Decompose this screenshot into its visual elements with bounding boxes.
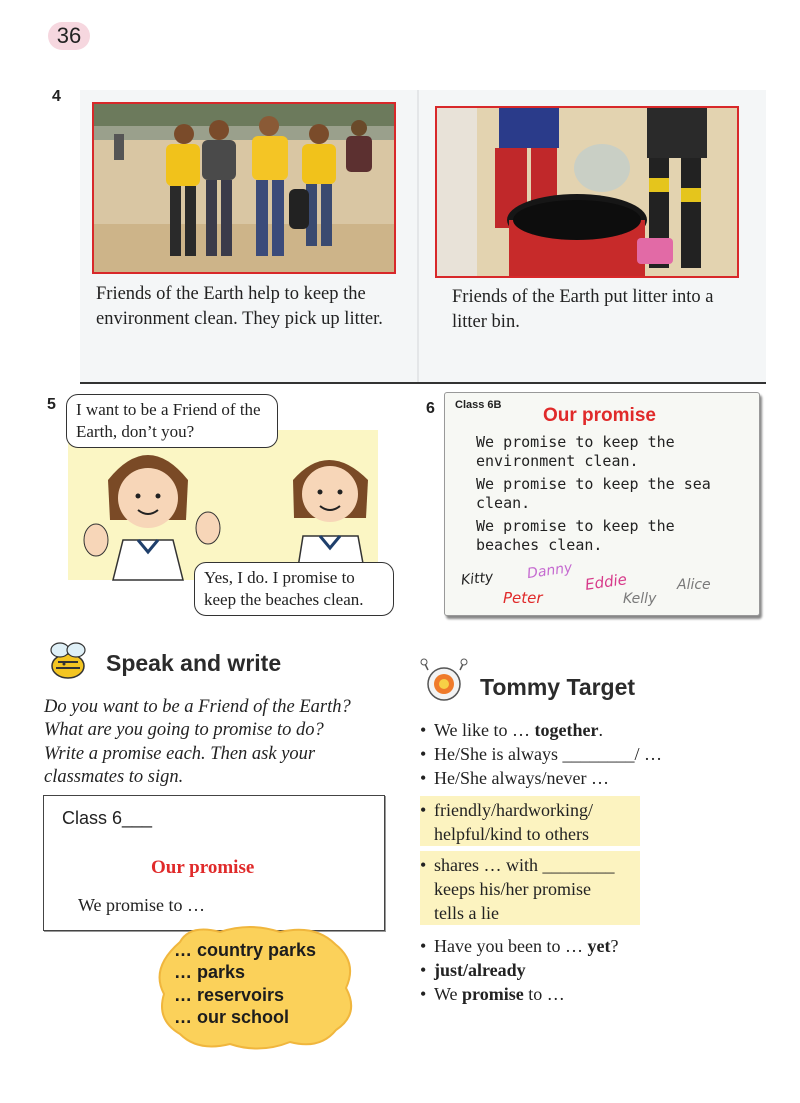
card-title: Our promise xyxy=(543,405,656,426)
target-hl2-line-1-text: shares … with ________ xyxy=(434,855,615,875)
section-4-number: 4 xyxy=(52,88,61,105)
promise-2: We promise to keep the sea clean. xyxy=(476,475,711,512)
target-hl2-line-2: keeps his/her promise xyxy=(434,879,591,899)
bee-icon xyxy=(44,636,92,682)
left-caption: Friends of the Earth help to keep the environment clean. They pick up litter. xyxy=(96,284,383,329)
page-number: 36 xyxy=(48,22,90,50)
signature-peter: Peter xyxy=(503,589,543,607)
target-hl1-line-1-text: friendly/hardworking/ xyxy=(434,800,593,820)
right-caption: Friends of the Earth put litter into a litter bin. xyxy=(452,287,714,332)
promise-1: We promise to keep the environment clean. xyxy=(476,433,675,470)
class-label: Class 6B xyxy=(455,399,502,411)
target-line-3 xyxy=(420,766,609,790)
section-6-number: 6 xyxy=(426,400,435,417)
litter-bin-photo xyxy=(435,106,739,278)
target-line-4-bold: yet xyxy=(587,936,611,956)
target-line-2 xyxy=(420,742,662,766)
instruction-line-4: classmates to sign. xyxy=(44,767,184,787)
target-line-6-bold: promise xyxy=(462,984,524,1004)
tommy-target-icon xyxy=(418,658,470,704)
target-line-6-text: We xyxy=(434,984,463,1004)
target-line-1-end: . xyxy=(598,720,603,740)
signature-danny: Danny xyxy=(526,559,574,583)
instruction-line-2: What are you going to promise to do? xyxy=(44,720,324,740)
signature-alice: Alice xyxy=(677,577,711,593)
target-line-5-text: just/already xyxy=(434,960,526,980)
instruction-line-3: Write a promise each. Then ask your xyxy=(44,744,316,764)
section-4-panel xyxy=(80,90,766,384)
target-line-4 xyxy=(420,934,618,958)
panel-divider xyxy=(417,90,419,382)
target-hl1-line-1 xyxy=(420,798,593,822)
target-hl2-line-1 xyxy=(420,853,614,877)
target-line-1-bold: together xyxy=(534,720,599,740)
target-line-1 xyxy=(420,718,603,742)
box-title: Our promise xyxy=(151,857,255,878)
target-line-6-end: to … xyxy=(523,984,565,1004)
cloud-item-parks: … parks xyxy=(174,962,246,982)
signature-kelly: Kelly xyxy=(623,591,657,607)
promise-3: We promise to keep the beaches clean. xyxy=(476,517,675,554)
signature-eddie: Eddie xyxy=(583,570,628,594)
tommy-target-heading: Tommy Target xyxy=(480,674,636,700)
speech-bubble-1: I want to be a Friend of the Earth, don’t you? xyxy=(66,394,278,448)
target-line-1-text: We like to … xyxy=(434,720,535,740)
speak-write-heading: Speak and write xyxy=(106,650,282,676)
speech-bubble-2: Yes, I do. I promise to keep the beaches clean. xyxy=(194,562,394,616)
target-line-4-end: ? xyxy=(610,936,619,956)
target-line-2-text: He/She is always ________/ … xyxy=(434,744,662,764)
litter-pickup-photo xyxy=(92,102,396,274)
cloud-item-country-parks: … country parks xyxy=(174,940,317,960)
section-5-number: 5 xyxy=(47,396,56,413)
box-promise-line: We promise to … xyxy=(78,895,206,915)
box-class-label: Class 6___ xyxy=(62,808,153,828)
signature-kitty: Kitty xyxy=(460,569,495,589)
target-hl2-line-3: tells a lie xyxy=(434,903,499,923)
cloud-item-reservoirs: … reservoirs xyxy=(174,985,285,1005)
instruction-line-1: Do you want to be a Friend of the Earth? xyxy=(44,697,351,717)
target-line-5 xyxy=(420,958,526,982)
cloud-item-our-school: … our school xyxy=(174,1007,290,1027)
target-line-4-text: Have you been to … xyxy=(434,936,588,956)
target-line-6 xyxy=(420,982,565,1006)
target-hl1-line-2: helpful/kind to others xyxy=(434,824,589,844)
promise-card xyxy=(444,392,760,616)
target-line-3-text: He/She always/never … xyxy=(434,768,609,788)
promise-writing-box[interactable] xyxy=(43,795,385,931)
